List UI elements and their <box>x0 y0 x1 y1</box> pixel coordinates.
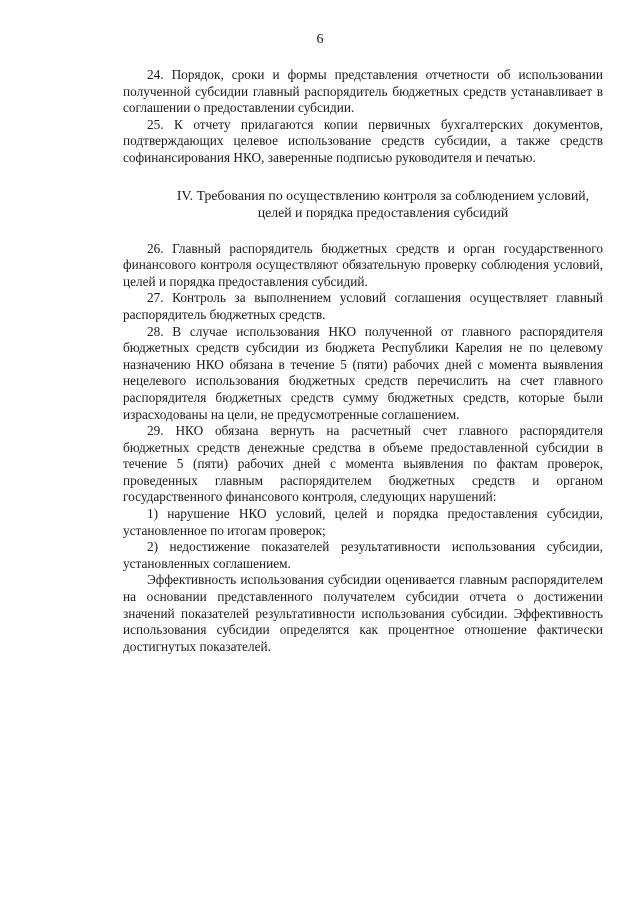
paragraph-efficiency: Эффективность использования субсидии оценивается главным распорядителем на основании представленного получателем субсидии отчета о достижении значений показателей результативности использования субсидии. Эффективность использования субсидии определятся как процентное отношение фактически достигнутых показателей. <box>123 572 603 654</box>
paragraph-29: 29. НКО обязана вернуть на расчетный счет главного распорядителя бюджетных средств денежные средства в объеме предоставленной субсидии в течение 5 (пяти) рабочих дней с момента выявления по фактам проверок, проведенных главным распорядителем бюджетных средств и органом государственного финансового контроля, следующих нарушений: <box>123 423 603 505</box>
paragraph-28: 28. В случае использования НКО полученной от главного распорядителя бюджетных средств субсидии из бюджета Республики Карелия не по целевому назначению НКО обязана в течение 5 (пяти) рабочих дней с момента выявления нецелевого использования бюджетных средств перечислить на счет главного распорядителя бюджетных средств сумму бюджетных средств, которые были израсходованы на цели, не предусмотренные соглашением. <box>123 323 603 422</box>
list-item-2: 2) недостижение показателей результативности использования субсидии, установленных соглашением. <box>123 539 603 571</box>
paragraph-26: 26. Главный распорядитель бюджетных средств и орган государственного финансового контроля осуществляют обязательную проверку соблюдения условий, целей и порядка предоставления субсидий. <box>123 240 603 289</box>
list-item-1: 1) нарушение НКО условий, целей и порядка предоставления субсидии, установленное по итогам проверок; <box>123 506 603 538</box>
paragraph-27: 27. Контроль за выполнением условий соглашения осуществляет главный распорядитель бюджетных средств. <box>123 290 603 322</box>
section-heading: IV. Требования по осуществлению контроля за соблюдением условий, целей и порядка предоставления субсидий <box>176 187 590 220</box>
paragraph-24: 24. Порядок, сроки и формы представления отчетности об использовании полученной субсидии главный распорядитель бюджетных средств устанавливает в соглашении о предоставлении субсидии. <box>123 67 603 116</box>
page-number: 6 <box>316 32 324 47</box>
paragraph-25: 25. К отчету прилагаются копии первичных бухгалтерских документов, подтверждающих целевое использование средств субсидии, а также средств софинансирования НКО, заверенные подписью руководителя и печатью. <box>123 116 603 165</box>
document-body <box>123 67 603 655</box>
